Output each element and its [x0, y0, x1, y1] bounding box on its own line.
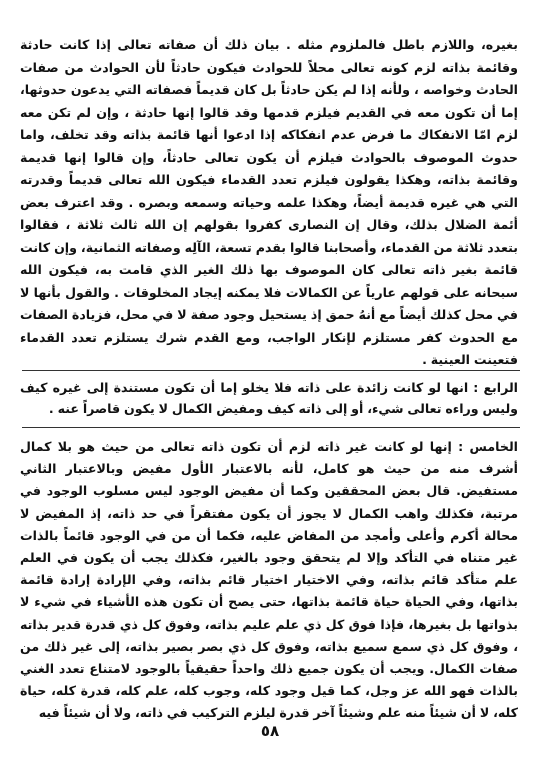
body-paragraph-2: الرابع : انها لو كانت زائدة على ذاته فلا يخلو إما أن تكون مستندة إلى غيره كيف وليس وراءه تعالى شيء، أو إلى ذاته كيف ومفيض الكمال لا يكون قاصراً عنه .	[20, 380, 518, 416]
section-divider	[22, 370, 520, 371]
section-divider	[22, 427, 520, 428]
body-paragraph-1: بغيره، واللازم باطل فالملزوم مثله . بيان ذلك أن صفاته تعالى إذا كانت حادثة وقائمة بذاته لزم كونه تعالى محلاً للحوادث فيكون حادثاً لأن الحوادث من صفات الحادث وخواصه ، ولأنه إذا لم يكن حادثاً بل كان قديماً فصفاته التي يدعون حدوثها، إما أن تكون معه في القديم فيلزم قدمها وقد قالوا إنها حادثة ، وإن لم تكن معه لزم امّا الانفكاك ما فرض عدم انفكاكه إذا ادعوا أنها قائمة بذاته وقد تخلف، واما حدوث الموصوف بالحوادث فيلزم أن يكون تعالى حادثاً، وإن قالوا إنها قديمة وقائمة بذاته، وهكذا يقولون فيلزم تعدد القدماء فيكون الله تعالى قديماً وقدرته التي هي غيره قديمة أيضاً، وهكذا علمه وحياته وسمعه وبصره . وقد اعترف بعض أئمة الضلال بذلك، وقال إن النصارى كفروا بقولهم إن الله ثالث ثلاثة ، فقالوا بتعدد ثلاثة من القدماء، وأصحابنا قالوا بقدم تسعة، الآلِه وصفاته الثمانية، وإن كانت قائمة بغير ذاته تعالى كان الموصوف بها ذلك الغير الذي قامت به، فيكون الله سبحانه على قولهم عارياً عن الكمالات فلا يمكنه إيجاد المخلوقات . والقول بأنها لا في محل كذلك أيضاً مع أنهُ حمق إذ يستحيل وجود صفة لا في محل، فزيادة الصفات مع الحدوث كفر مستلزم لإنكار الواجب، ومع القدم شرك يستلزم تعدد القدماء فتعينت العينية .	[20, 37, 518, 367]
page-number: ٥٨	[260, 722, 280, 740]
body-paragraph-3: الخامس : إنها لو كانت غير ذاته لزم أن تكون ذاته تعالى من حيث هو بلا كمال أشرف منه من حيث هو كامل، لأنه بالاعتبار الأول مفيض وبالاعتبار الثاني مستفيض. قال بعض المحققين وكما أن مفيض الوجود ليس مسلوب الوجود في مرتبة، فكذلك واهب الكمال لا يجوز أن يكون مفتقراً في حد ذاته، إذ المفيض لا محالة أكرم وأعلى وأمجد من المفاض عليه، فكما أن من في الوجود قائماً بالذات غير متناه في التأكد وإلا لم يتحقق وجود بالغير، فكذلك يجب أن يكون في العلم علم متأكد قائم بذاته، وفي الاختيار اختيار قائم بذاته، وفي الإرادة إرادة قائمة بذاتها، وفي الحياة حياة قائمة بذاتها، حتى يصح أن تكون هذه الأشياء في شيء لا بذواتها بل بغيرها، فإذا فوق كل ذي علم عليم بذاته، وفوق كل ذي قدرة قدير بذاته ، وفوق كل ذي سمع سميع بذاته، وفوق كل ذي بصر بصير بذاته، إلى غير ذلك من صفات الكمال. ويجب أن يكون جميع ذلك واحداً حقيقياً بالوجود لامتناع تعدد الغني بالذات فهو الله عز وجل، كما قيل وجود كله، وجوب كله، علم كله، قدرة كله، حياة كله، لا أن شيئاً منه علم وشيئاً آخر قدرة ليلزم التركيب في ذاته، ولا أن شيئاً فيه	[20, 439, 518, 721]
